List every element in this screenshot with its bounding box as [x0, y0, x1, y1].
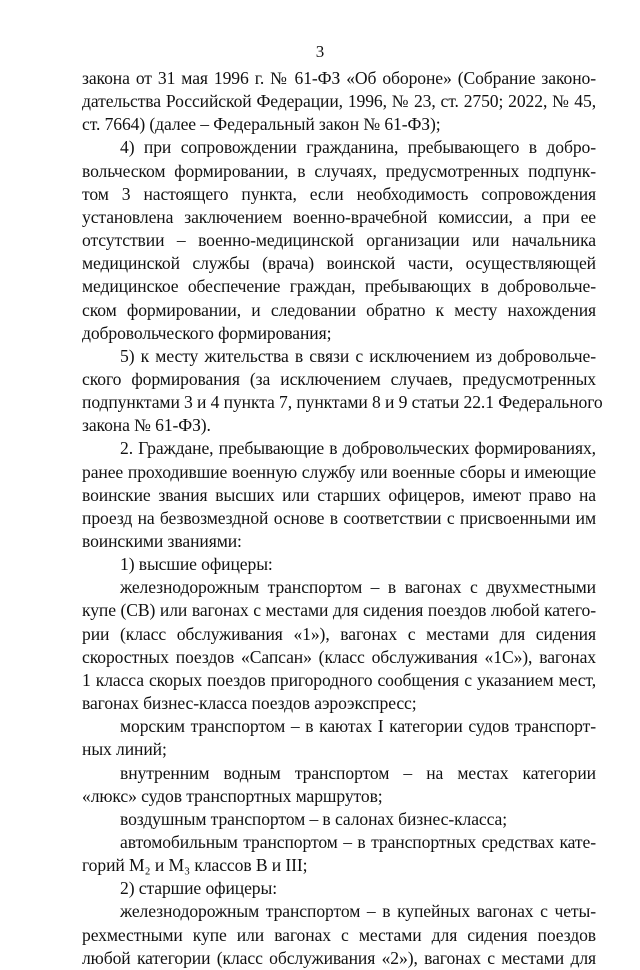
text-line: медицинское обеспечение граждан, пребывающих в добровольче-	[82, 276, 596, 297]
text-line: железнодорожным транспортом – в вагонах с двухместными	[120, 577, 596, 598]
text-line: вольческом формировании, в случаях, предусмотренных подпунк-	[82, 160, 596, 181]
text-line: 1) высшие офицеры:	[120, 554, 273, 575]
text-line: воинские звания высших или старших офицеров, имеют право на	[82, 484, 596, 505]
text-line: горий M₂ и M₃ классов B и III;	[82, 855, 308, 876]
text-line: внутренним водным транспортом – на местах категории	[120, 762, 596, 783]
text-line: установлена заключением военно-врачебной комиссии, а при ее	[82, 206, 596, 227]
text-line: ском формировании, и следовании обратно к месту нахождения	[82, 299, 596, 320]
text-line: «люкс» судов транспортных маршрутов;	[82, 785, 383, 806]
text-line: воинскими званиями:	[82, 531, 242, 551]
text-line: морским транспортом – в каютах I категории судов транспорт-	[120, 716, 596, 737]
text-line: вагонах бизнес-класса поездов аэроэкспресс;	[82, 693, 417, 714]
text-line: отсутствии – военно-медицинской организации или начальника	[82, 230, 596, 251]
text-line: ных линий;	[82, 739, 167, 760]
text-line: автомобильным транспортом – в транспортных средствах кате-	[120, 831, 596, 852]
text-line: 2. Граждане, пребывающие в добровольческих формированиях,	[120, 438, 596, 459]
text-line: 4) при сопровождении гражданина, пребывающего в добро-	[120, 137, 596, 158]
text-line: дательства Российской Федерации, 1996, № 23, ст. 2750; 2022, № 45,	[82, 91, 596, 112]
text-line: скоростных поездов «Сапсан» (класс обслуживания «1С»), вагонах	[82, 646, 596, 667]
text-line: том 3 настоящего пункта, если необходимость сопровождения	[82, 183, 596, 204]
text-line: ского формирования (за исключением случаев, предусмотренных	[82, 368, 596, 389]
text-line: 1 класса скорых поездов пригородного сообщения с указанием мест,	[82, 669, 596, 690]
text-line: купе (СВ) или вагонах с местами для сидения поездов любой катего-	[82, 600, 596, 621]
text-line: любой категории (класс обслуживания «2»), вагонах с местами для	[82, 947, 596, 968]
text-line: медицинской службы (врача) воинской части, осуществляющей	[82, 253, 596, 274]
text-line: добровольческого формирования;	[82, 322, 332, 343]
text-line: железнодорожным транспортом – в купейных вагонах с четы-	[120, 901, 596, 922]
page-number: 3	[315, 42, 325, 61]
text-line: подпунктами 3 и 4 пункта 7, пунктами 8 и 9 статьи 22.1 Федерального	[82, 392, 603, 413]
text-line: ст. 7664) (далее – Федеральный закон № 61-ФЗ);	[82, 114, 441, 135]
text-line: рии (класс обслуживания «1»), вагонах с местами для сидения	[82, 623, 596, 644]
text-line: ранее проходившие военную службу или военные сборы и имеющие	[82, 461, 596, 482]
text-line: 5) к месту жительства в связи с исключением из добровольче-	[120, 345, 596, 366]
text-line: проезд на безвозмездной основе в соответствии с присвоенными им	[82, 507, 596, 528]
text-line: закона № 61-ФЗ).	[82, 415, 211, 436]
text-line: закона от 31 мая 1996 г. № 61-ФЗ «Об обороне» (Собрание законо-	[82, 68, 596, 88]
text-line: воздушным транспортом – в салонах бизнес-класса;	[120, 808, 508, 829]
text-line: 2) старшие офицеры:	[120, 878, 277, 899]
text-line: рехместными купе или вагонах с местами для сидения поездов	[82, 924, 596, 945]
